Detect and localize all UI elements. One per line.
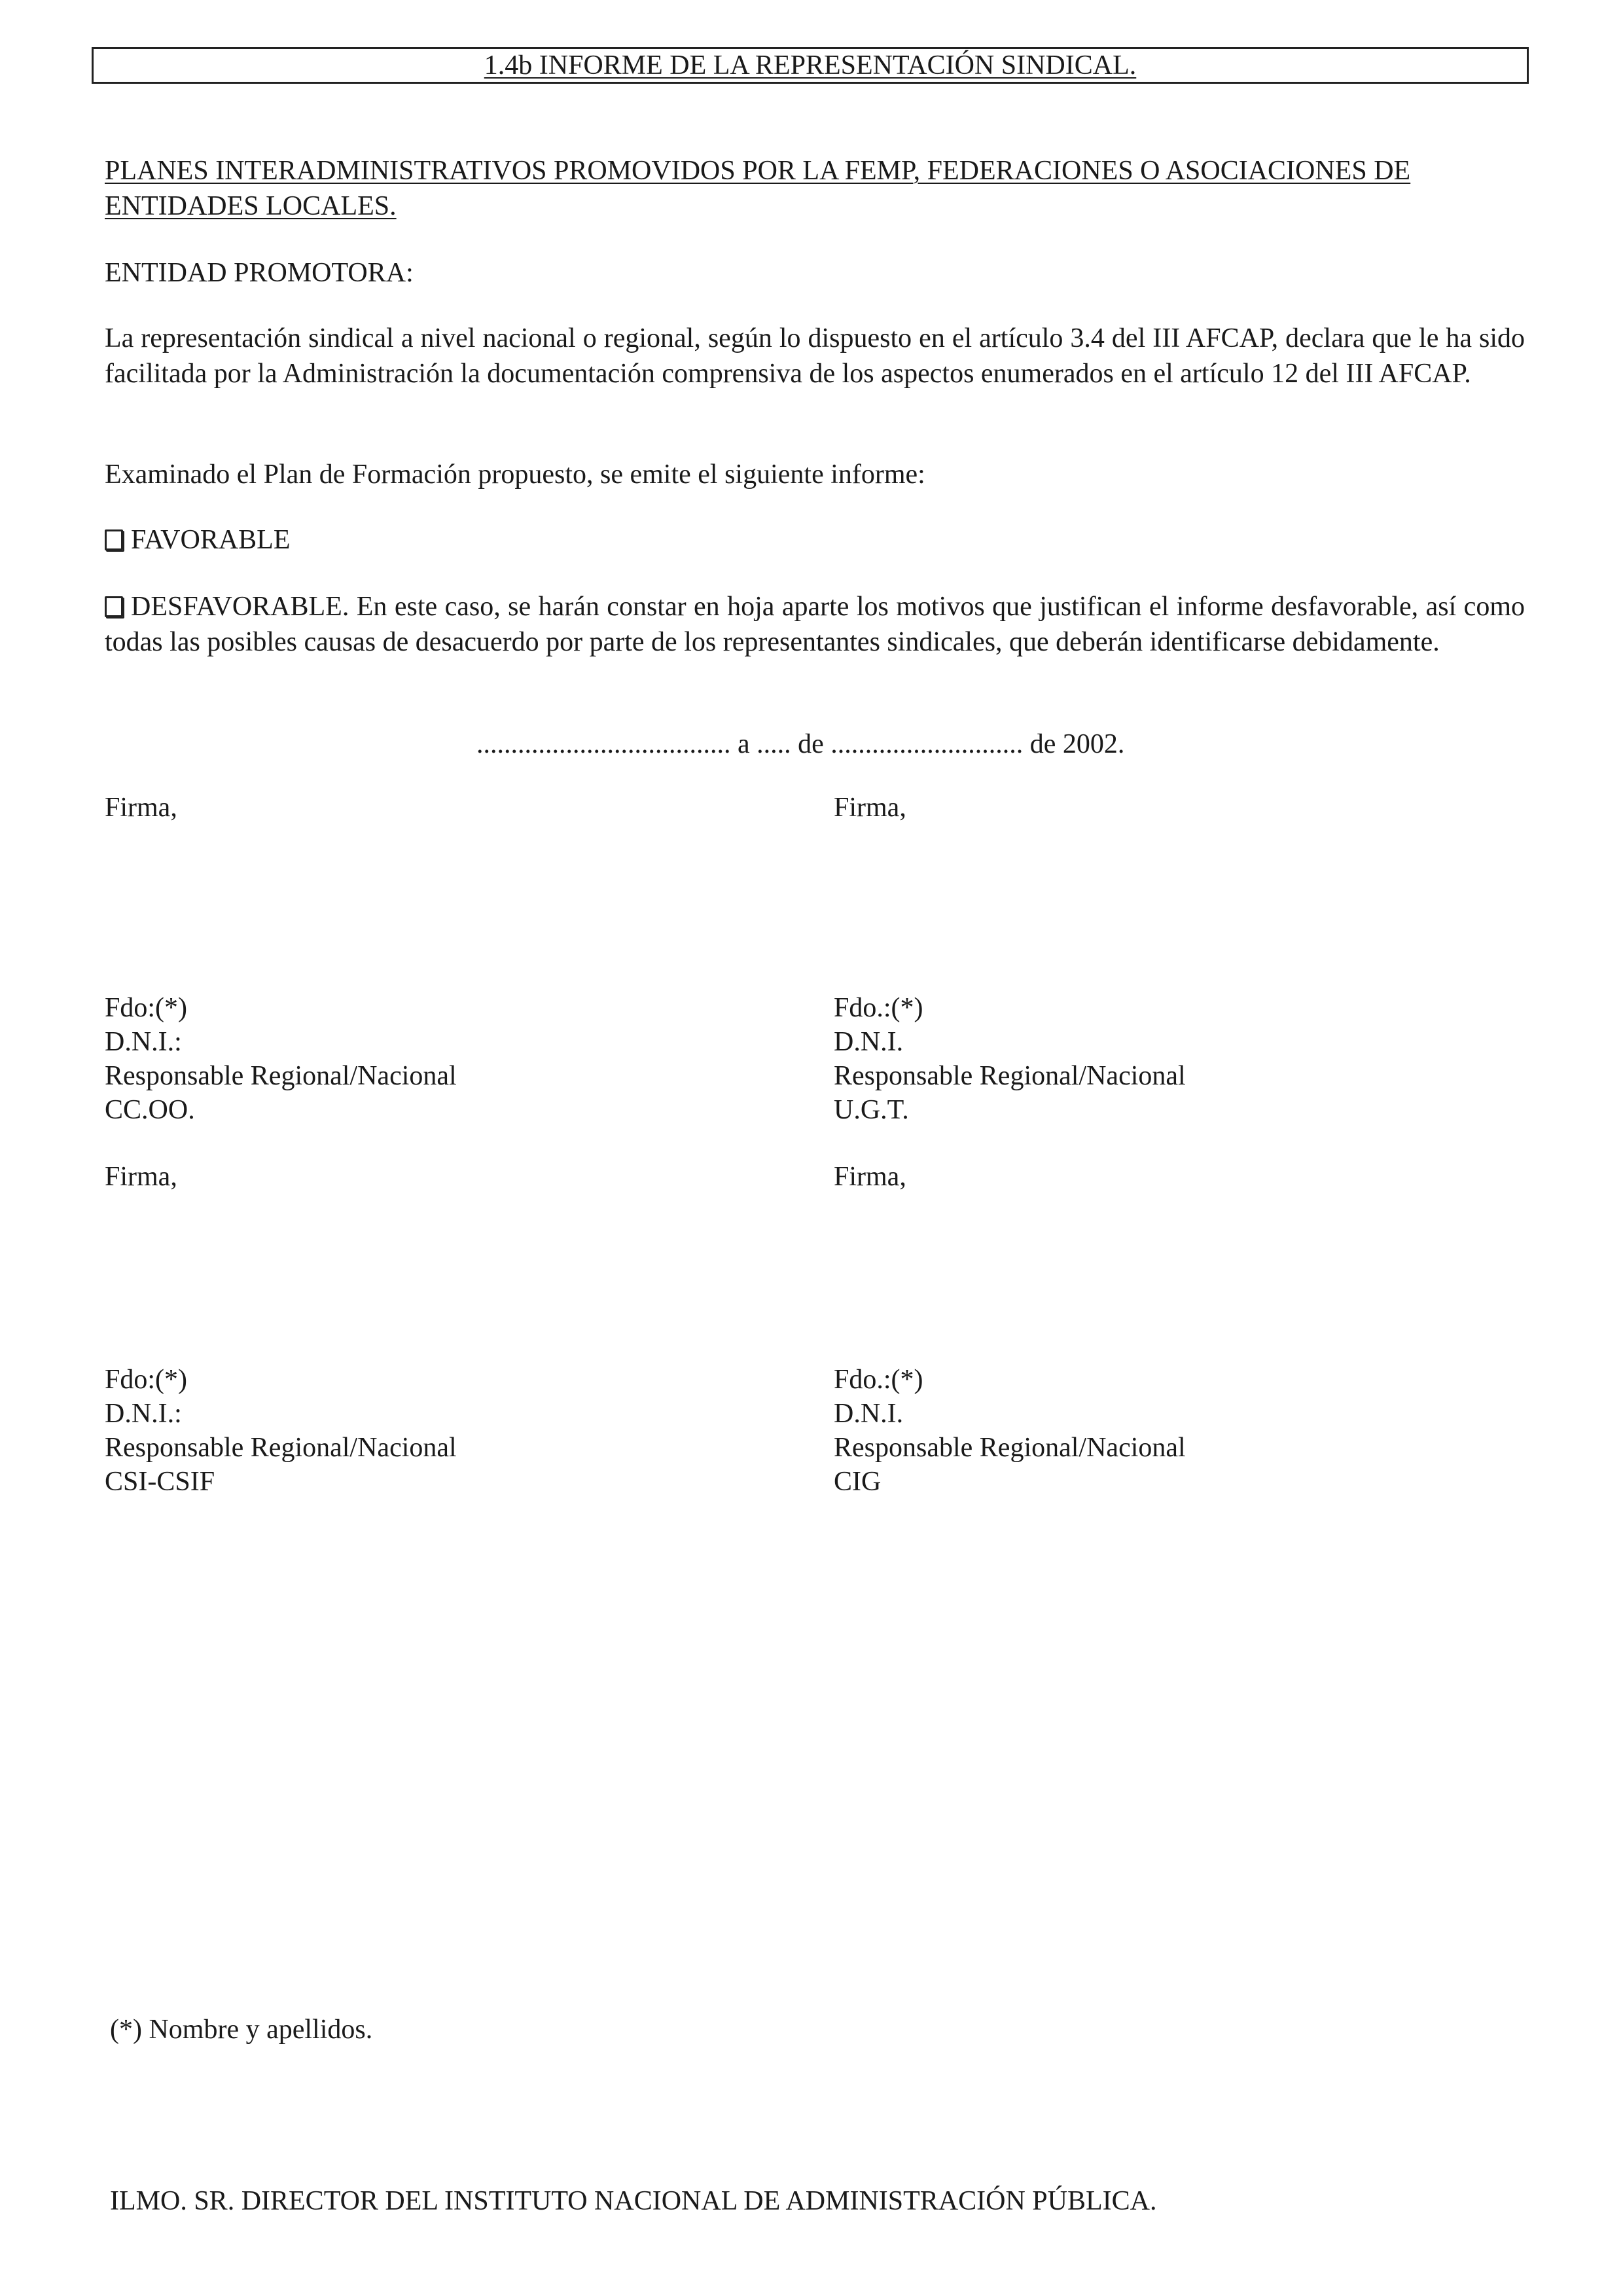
union-label: CIG xyxy=(834,1467,882,1497)
dni-label: D.N.I. xyxy=(834,1027,904,1057)
document-header xyxy=(92,47,1529,84)
checkbox-desfavorable[interactable] xyxy=(105,596,123,617)
signature-firma-csif: Firma, xyxy=(105,1162,177,1192)
footnote: (*) Nombre y apellidos. xyxy=(110,2015,373,2045)
checkbox-favorable[interactable] xyxy=(105,529,123,550)
date-line[interactable]: ..................................... a ..... de ............................ de 2002. xyxy=(476,729,1125,759)
dni-label: D.N.I.: xyxy=(105,1027,182,1057)
examination-paragraph: Examinado el Plan de Formación propuesto, se emite el siguiente informe: xyxy=(105,459,925,490)
option-desfavorable[interactable] xyxy=(105,589,1525,660)
section-title: PLANES INTERADMINISTRATIVOS PROMOVIDOS POR LA FEMP, FEDERACIONES O ASOCIACIONES DE ENTIDADES LOCALES. xyxy=(105,156,1411,221)
signature-block-ccoo xyxy=(105,991,457,1127)
role-label: Responsable Regional/Nacional xyxy=(834,1433,1186,1463)
signature-block-csif xyxy=(105,1363,457,1499)
addressee: ILMO. SR. DIRECTOR DEL INSTITUTO NACIONAL DE ADMINISTRACIÓN PÚBLICA. xyxy=(110,2186,1157,2216)
role-label: Responsable Regional/Nacional xyxy=(834,1061,1186,1091)
union-label: U.G.T. xyxy=(834,1095,909,1125)
role-label: Responsable Regional/Nacional xyxy=(105,1433,457,1463)
signature-block-cig xyxy=(834,1363,1186,1499)
fdo-label: Fdo.:(*) xyxy=(834,1365,923,1395)
signature-firma-ccoo: Firma, xyxy=(105,793,177,823)
declaration-paragraph: La representación sindical a nivel nacional o regional, según lo dispuesto en el artículo 3.4 del III AFCAP, declara que le ha sido facilitada por la Administración la documentación comprensiva de los aspectos enumerados en el artículo 12 del III AFCAP. xyxy=(105,323,1525,389)
dni-label: D.N.I. xyxy=(834,1399,904,1429)
signature-firma-ugt: Firma, xyxy=(834,793,906,823)
option-desfavorable-label: DESFAVORABLE. En este caso, se harán constar en hoja aparte los motivos que justifican el informe desfavorable, así como todas las posibles causas de desacuerdo por parte de los representantes sindicales, que deberán identificarse debidamente. xyxy=(105,592,1525,657)
entity-label: ENTIDAD PROMOTORA: xyxy=(105,258,414,288)
signature-firma-cig: Firma, xyxy=(834,1162,906,1192)
signature-block-ugt xyxy=(834,991,1186,1127)
fdo-label: Fdo:(*) xyxy=(105,1365,187,1395)
fdo-label: Fdo.:(*) xyxy=(834,993,923,1023)
union-label: CC.OO. xyxy=(105,1095,195,1125)
option-favorable[interactable] xyxy=(105,522,291,558)
union-label: CSI-CSIF xyxy=(105,1467,215,1497)
dni-label: D.N.I.: xyxy=(105,1399,182,1429)
role-label: Responsable Regional/Nacional xyxy=(105,1061,457,1091)
document-title: 1.4b INFORME DE LA REPRESENTACIÓN SINDICAL. xyxy=(484,50,1137,81)
fdo-label: Fdo:(*) xyxy=(105,993,187,1023)
option-favorable-label: FAVORABLE xyxy=(131,525,291,555)
